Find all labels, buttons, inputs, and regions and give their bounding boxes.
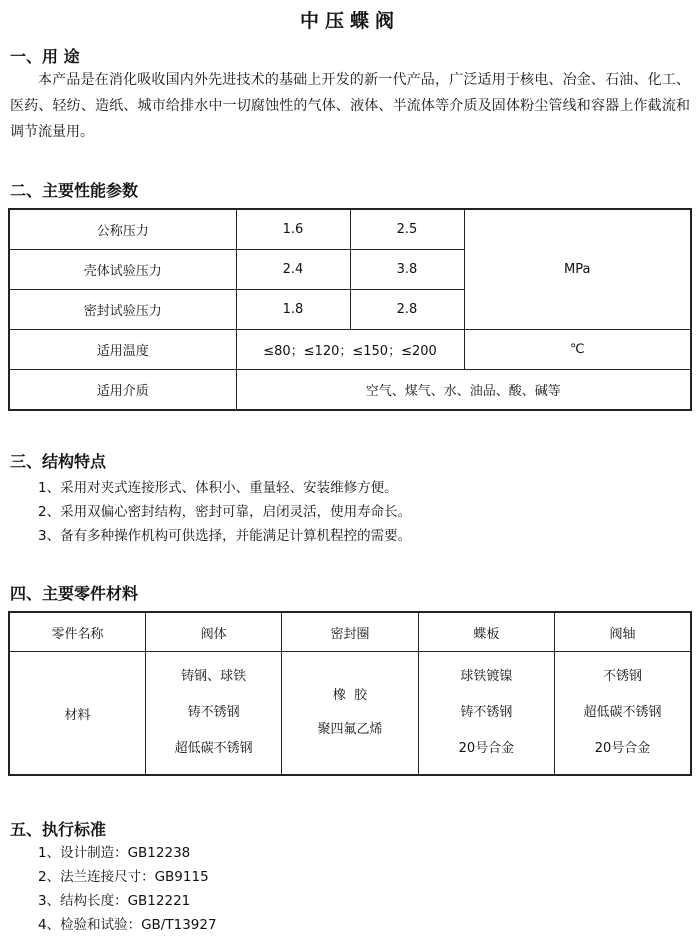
disc-material-cell — [418, 652, 554, 776]
list-item: 1、设计制造：GB12238 — [38, 845, 191, 861]
pressure-unit-cell: MPa — [464, 209, 691, 330]
section-heading-materials: 四、主要零件材料 — [10, 584, 139, 603]
table-header-cell: 阀体 — [145, 612, 281, 652]
table-cell-label: 适用介质 — [9, 370, 236, 411]
table-cell: 2.4 — [236, 250, 350, 290]
usage-paragraph: 本产品是在消化吸收国内外先进技术的基础上开发的新一代产品，广泛适用于核电、冶金、石油、化工、医药、轻纺、造纸、城市给排水中一切腐蚀性的气体、液体、半流体等介质及固体粉尘管线和容器上作截流和调节流量用。 — [10, 72, 690, 140]
table-cell-label: 材料 — [9, 652, 145, 776]
table-header-cell: 零件名称 — [9, 612, 145, 652]
material-item: 铸钢、球铁 — [181, 669, 247, 684]
section-heading-standards: 五、执行标准 — [10, 820, 107, 839]
list-item: 2、采用双偏心密封结构，密封可靠，启闭灵活，使用寿命长。 — [38, 504, 412, 520]
material-item: 超低碳不锈钢 — [583, 705, 662, 720]
table-row — [9, 370, 691, 411]
material-item: 20号合金 — [594, 741, 651, 756]
table-cell: 3.8 — [350, 250, 464, 290]
page-title: 中压蝶阀 — [299, 10, 400, 32]
standards-list — [38, 841, 217, 937]
table-cell: 2.5 — [350, 209, 464, 250]
table-cell: 2.8 — [350, 290, 464, 330]
section-heading-structure: 三、结构特点 — [10, 452, 107, 471]
temperature-unit-cell: ℃ — [464, 330, 691, 370]
list-item: 2、法兰连接尺寸：GB9115 — [38, 869, 209, 885]
material-item: 超低碳不锈钢 — [174, 741, 253, 756]
table-cell-label: 壳体试验压力 — [9, 250, 236, 290]
shaft-material-cell — [555, 652, 691, 776]
material-item: 铸不锈钢 — [460, 705, 513, 720]
table-header-cell: 阀轴 — [555, 612, 691, 652]
material-item: 不锈钢 — [603, 669, 643, 684]
table-cell: 1.8 — [236, 290, 350, 330]
table-header-cell: 蝶板 — [418, 612, 554, 652]
table-cell-label: 适用温度 — [9, 330, 236, 370]
material-item: 铸不锈钢 — [187, 705, 240, 720]
table-row — [9, 330, 691, 370]
list-item: 4、检验和试验：GB/T13927 — [38, 917, 217, 933]
table-cell-label: 公称压力 — [9, 209, 236, 250]
list-item: 3、备有多种操作机构可供选择，并能满足计算机程控的需要。 — [38, 528, 412, 544]
table-cell: 1.6 — [236, 209, 350, 250]
table-cell: ≤80；≤120；≤150；≤200 — [236, 330, 464, 370]
table-row — [9, 209, 691, 250]
material-item: 聚四氟乙烯 — [317, 722, 383, 737]
section-heading-usage: 一、用 途 — [10, 47, 80, 66]
table-row — [9, 652, 691, 776]
material-item: 20号合金 — [458, 741, 515, 756]
list-item: 3、结构长度：GB12221 — [38, 893, 191, 909]
structure-list — [38, 476, 411, 548]
section-heading-performance: 二、主要性能参数 — [10, 181, 139, 200]
list-item: 1、采用对夹式连接形式、体积小、重量轻、安装维修方便。 — [38, 480, 398, 496]
table-header-cell: 密封圈 — [282, 612, 418, 652]
performance-table — [8, 208, 692, 411]
material-item: 橡 胶 — [332, 688, 368, 703]
body-material-cell — [145, 652, 281, 776]
seal-material-cell — [282, 652, 418, 776]
material-item: 球铁镀镍 — [460, 669, 513, 684]
table-cell-label: 密封试验压力 — [9, 290, 236, 330]
materials-table — [8, 611, 692, 776]
table-header-row — [9, 612, 691, 652]
table-cell: 空气、煤气、水、油品、酸、碱等 — [236, 370, 691, 411]
